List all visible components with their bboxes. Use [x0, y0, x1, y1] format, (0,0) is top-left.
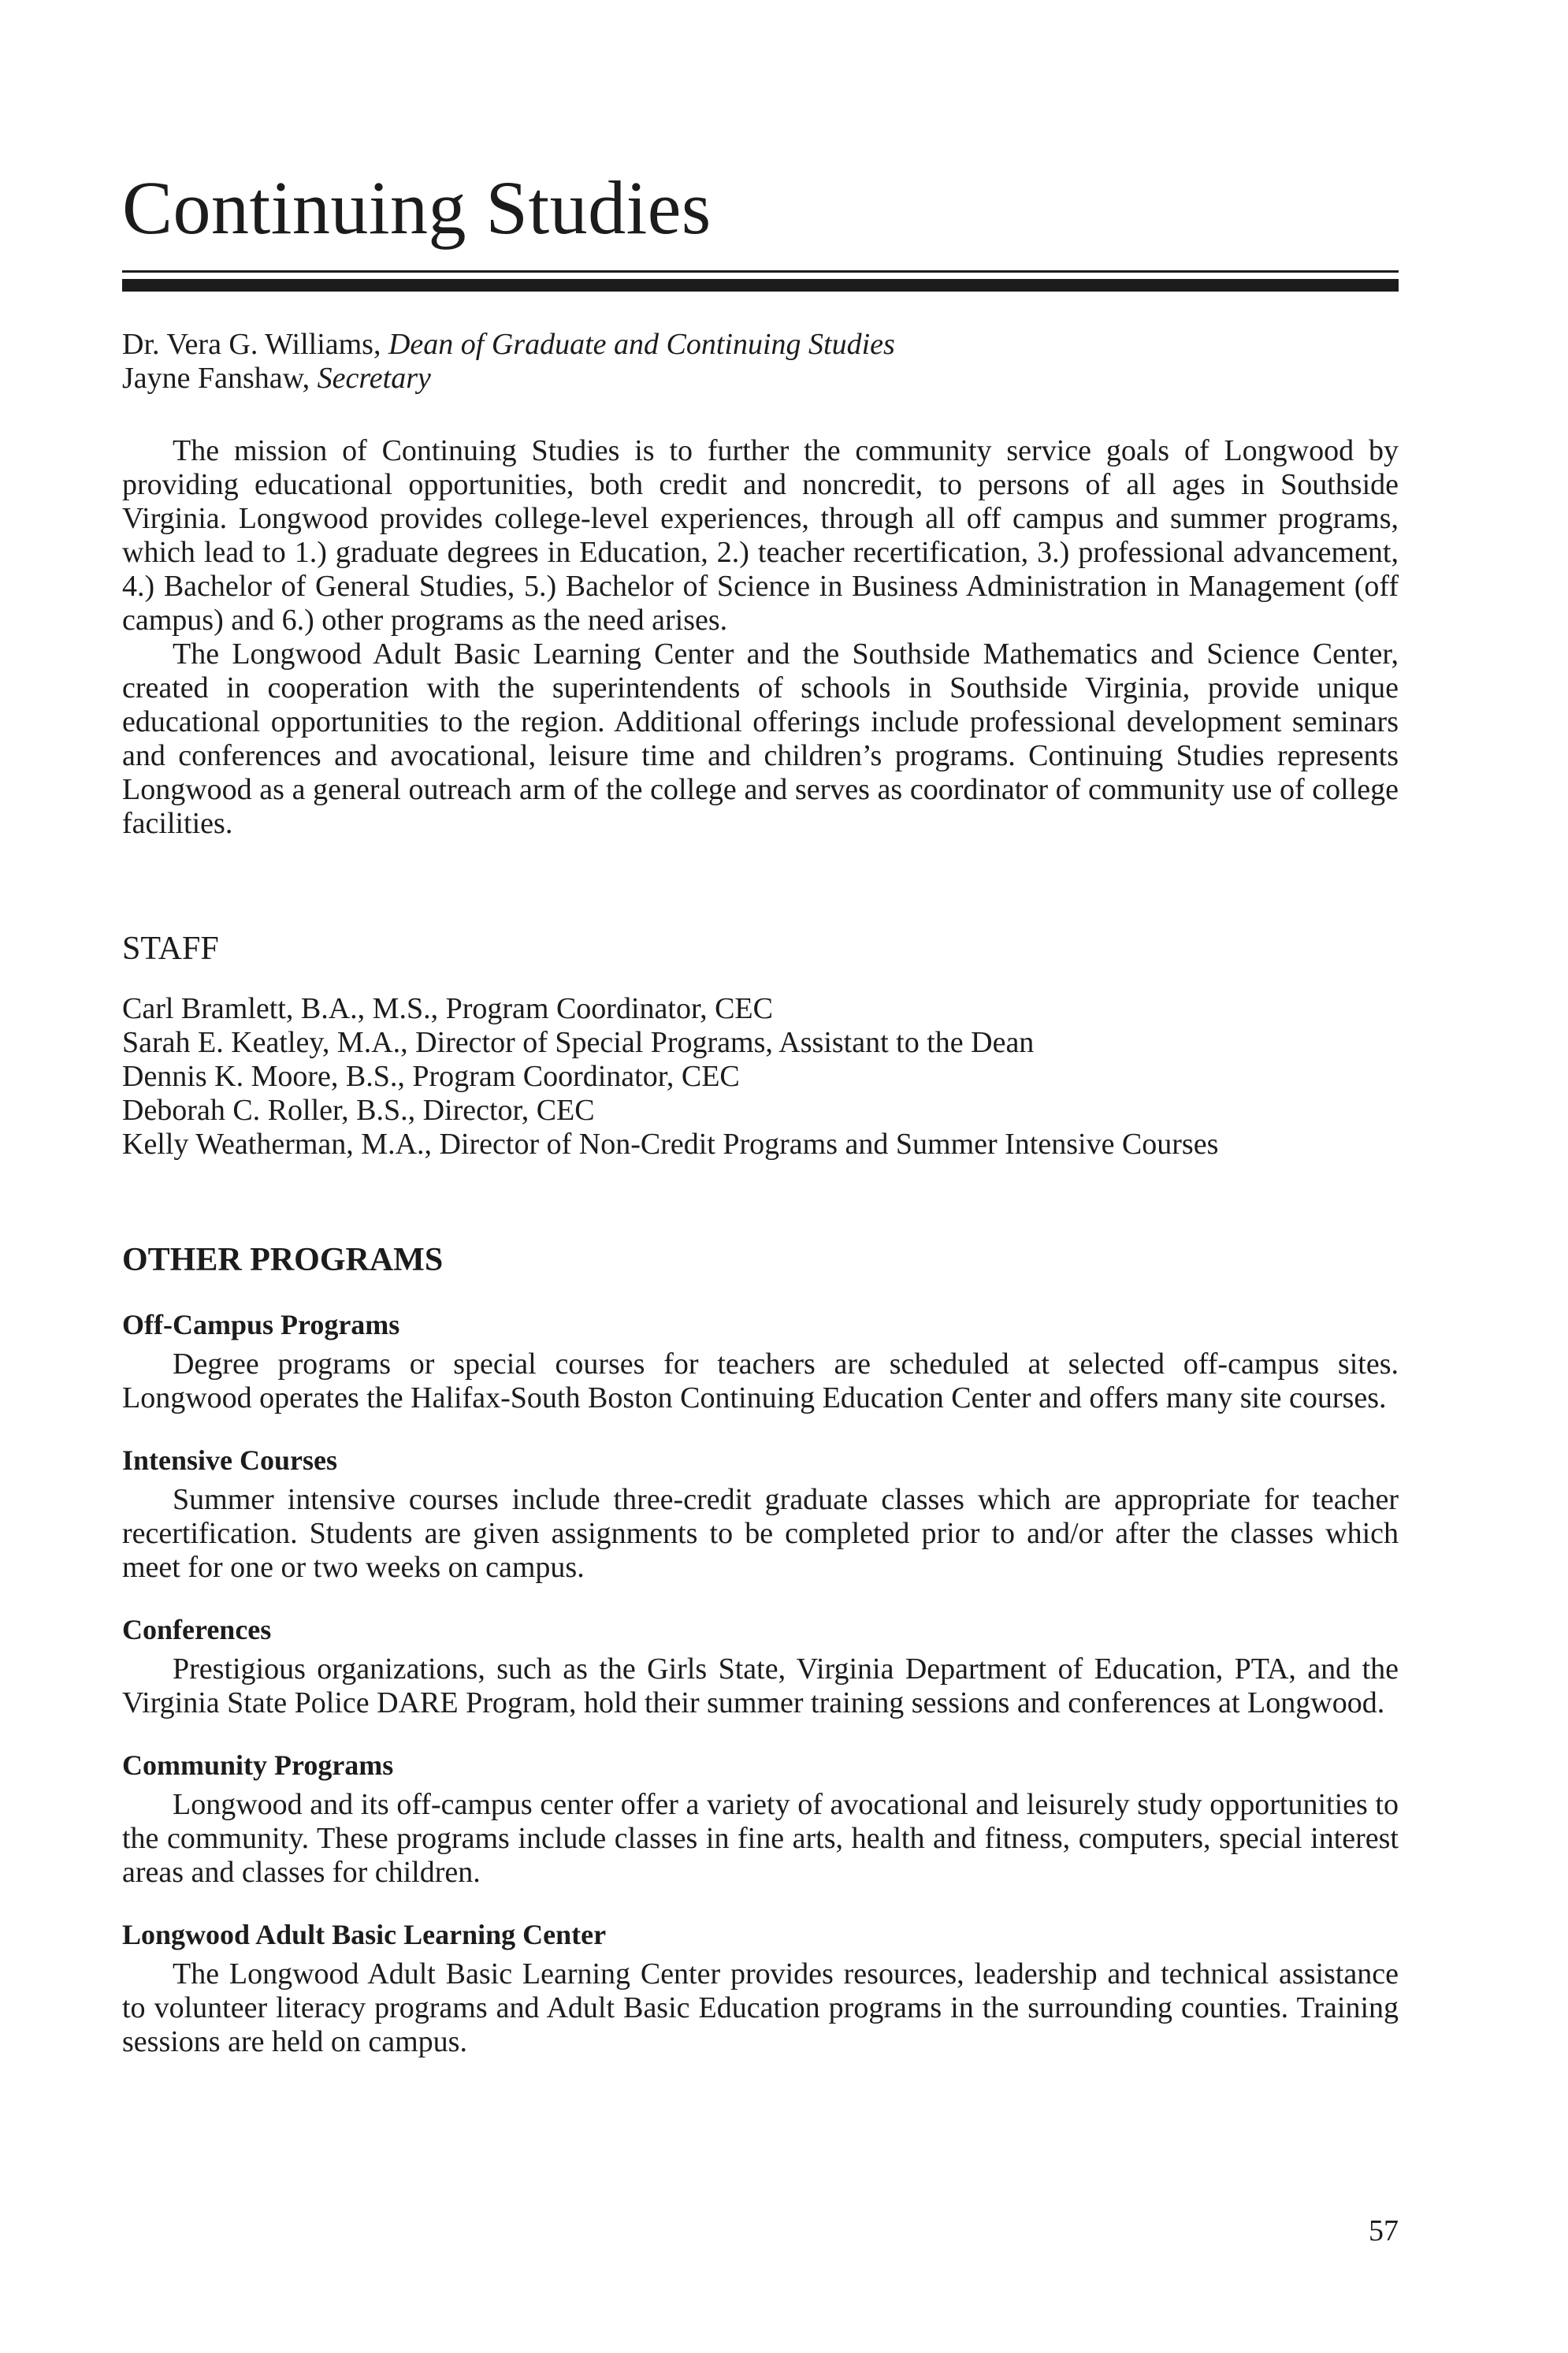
program-off-campus	[122, 1308, 1399, 1415]
person-name: Dr. Vera G. Williams,	[122, 328, 381, 361]
program-title: Community Programs	[122, 1749, 394, 1781]
program-title: Off-Campus Programs	[122, 1309, 400, 1340]
program-title: Conferences	[122, 1614, 272, 1645]
program-intensive-courses	[122, 1444, 1399, 1585]
page-title: Continuing Studies	[122, 165, 712, 250]
dean-secretary-block	[122, 328, 1399, 396]
staff-member: Carl Bramlett, B.A., M.S., Program Coordinator, CEC	[122, 992, 773, 1025]
person-role: Dean of Graduate and Continuing Studies	[388, 328, 895, 361]
program-text: Prestigious organizations, such as the Girls State, Virginia Department of Education, PTA, and the Virginia State Police DARE Program, hold their summer training sessions and conferences at Longwood.	[122, 1652, 1399, 1719]
title-rule-thin	[122, 270, 1399, 273]
program-adult-basic-learning	[122, 1918, 1399, 2059]
program-title: Intensive Courses	[122, 1444, 338, 1476]
intro-paragraph: The mission of Continuing Studies is to further the community service goals of Longwood by providing educational opportunities, both credit and noncredit, to persons of all ages in Southside Virginia. Longwood provides college-level experiences, through all off campus and summer programs, which lead to 1.) graduate degrees in Education, 2.) teacher recertification, 3.) professional advancement, 4.) Bachelor of General Studies, 5.) Bachelor of Science in Business Administration in Management (off campus) and 6.) other programs as the need arises.	[122, 434, 1399, 637]
staff-member: Sarah E. Keatley, M.A., Director of Special Programs, Assistant to the Dean	[122, 1026, 1035, 1059]
staff-member: Dennis K. Moore, B.S., Program Coordinator, CEC	[122, 1060, 740, 1093]
intro-paragraph: The Longwood Adult Basic Learning Center and the Southside Mathematics and Science Center, created in cooperation with the superintendents of schools in Southside Virginia, provide unique educational opportunities to the region. Additional offerings include professional development seminars and conferences and avocational, leisure time and children’s programs. Continuing Studies represents Longwood as a general outreach arm of the college and serves as coordinator of community use of college facilities.	[122, 638, 1399, 840]
program-text: Degree programs or special courses for teachers are scheduled at selected off-campus sites. Longwood operates the Halifax-South Boston Continuing Education Center and offers many site courses.	[122, 1347, 1399, 1414]
person-role: Secretary	[317, 362, 431, 395]
page-content	[122, 162, 1399, 2059]
staff-list	[122, 992, 1399, 1162]
program-conferences	[122, 1613, 1399, 1720]
staff-member: Kelly Weatherman, M.A., Director of Non-Credit Programs and Summer Intensive Courses	[122, 1128, 1219, 1161]
person-dean	[122, 328, 1399, 362]
staff-heading: STAFF	[122, 931, 219, 967]
title-rule-thick	[122, 279, 1399, 292]
staff-member: Deborah C. Roller, B.S., Director, CEC	[122, 1094, 595, 1127]
person-secretary	[122, 362, 1399, 396]
program-text: Summer intensive courses include three-credit graduate classes which are appropriate for teacher recertification. Students are given assignments to be completed prior to and/or after the classes which meet for one or two weeks on campus.	[122, 1483, 1399, 1584]
other-programs-heading: OTHER PROGRAMS	[122, 1242, 444, 1278]
person-name: Jayne Fanshaw,	[122, 362, 310, 395]
page-number: 57	[1369, 2214, 1399, 2247]
program-title: Longwood Adult Basic Learning Center	[122, 1919, 607, 1950]
program-text: Longwood and its off-campus center offer a variety of avocational and leisurely study opportunities to the community. These programs include classes in fine arts, health and fitness, computers, special interest areas and classes for children.	[122, 1788, 1399, 1889]
program-community	[122, 1749, 1399, 1890]
program-text: The Longwood Adult Basic Learning Center provides resources, leadership and technical assistance to volunteer literacy programs and Adult Basic Education programs in the surrounding counties. Training sessions are held on campus.	[122, 1957, 1399, 2058]
intro-section	[122, 434, 1399, 841]
